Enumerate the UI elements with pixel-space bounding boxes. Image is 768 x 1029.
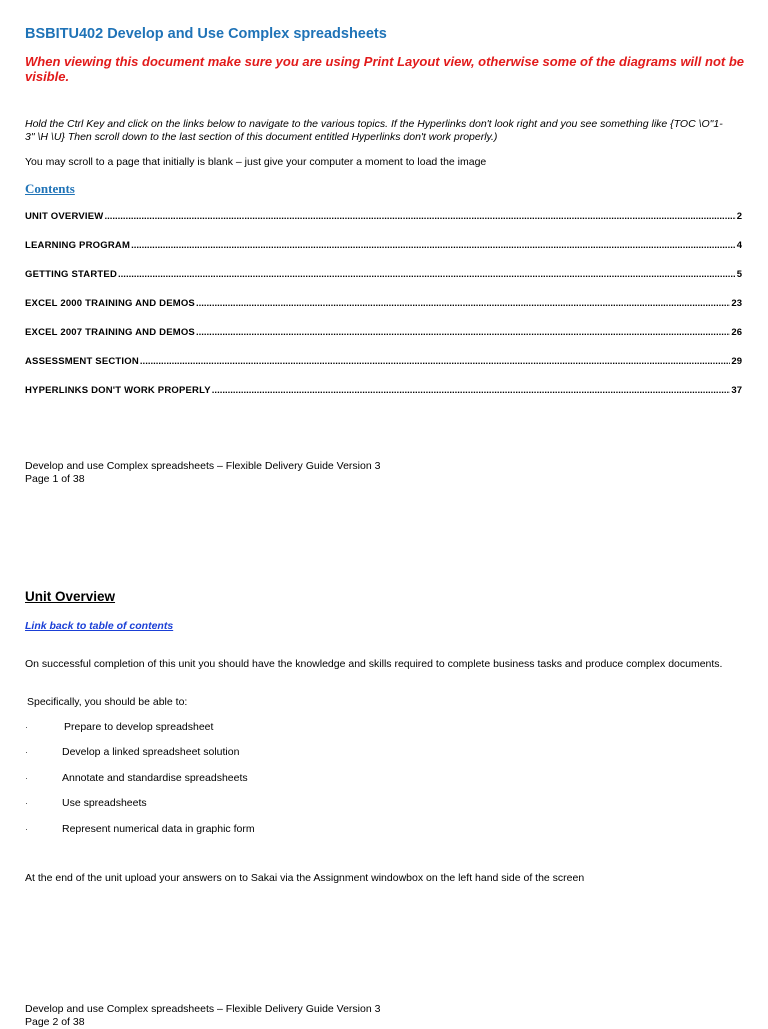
- toc-entry-page: 5: [736, 269, 742, 280]
- contents-heading-link[interactable]: Contents: [25, 181, 75, 196]
- scroll-note: You may scroll to a page that initially is blank – just give your computer a moment to load the image: [25, 156, 487, 168]
- bullet-icon: ·: [25, 747, 28, 757]
- toc-dot-leader: [196, 298, 730, 309]
- toc-entry-unit-overview[interactable]: [25, 211, 742, 225]
- outcome-text: Use spreadsheets: [62, 797, 147, 809]
- toc-entry-getting-started[interactable]: [25, 269, 742, 283]
- toc-entry-title: LEARNING PROGRAM: [25, 240, 131, 251]
- toc-entry-page: 29: [731, 356, 742, 367]
- upload-instruction-text: At the end of the unit upload your answers on to Sakai via the Assignment windowbox on the left hand side of the screen: [25, 872, 585, 884]
- toc-entry-title: UNIT OVERVIEW: [25, 211, 104, 222]
- toc-entry-hyperlinks[interactable]: [25, 385, 742, 399]
- toc-dot-leader: [196, 327, 730, 338]
- toc-entry-assessment[interactable]: [25, 356, 742, 370]
- print-layout-warning: When viewing this document make sure you are using Print Layout view, otherwise some of the diagrams will not be visible.: [25, 54, 744, 84]
- toc-dot-leader: [104, 211, 735, 222]
- document-title: BSBITU402 Develop and Use Complex spreadsheets: [25, 26, 387, 42]
- toc-entry-learning-program[interactable]: [25, 240, 742, 254]
- toc-entry-page: 23: [731, 298, 742, 309]
- bullet-icon: ·: [25, 824, 28, 834]
- specifically-text: Specifically, you should be able to:: [27, 696, 188, 708]
- hyperlink-instruction: Hold the Ctrl Key and click on the links below to navigate to the various topics. If the Hyperlinks don't look right and you see something like {TOC \O"1-3" \H \U} Then scroll down to the last section of this document entitled Hyperlinks don't work properly.): [25, 118, 723, 143]
- toc-entry-page: 26: [731, 327, 742, 338]
- toc-entry-title: EXCEL 2000 TRAINING AND DEMOS: [25, 298, 195, 309]
- page2-footer-guide: Develop and use Complex spreadsheets – Flexible Delivery Guide Version 3: [25, 1003, 381, 1015]
- toc-entry-title: HYPERLINKS DON'T WORK PROPERLY: [25, 385, 211, 396]
- outcome-text: Develop a linked spreadsheet solution: [62, 746, 240, 758]
- bullet-icon: ·: [25, 798, 28, 808]
- outcome-text: Prepare to develop spreadsheet: [64, 721, 214, 733]
- toc-entry-title: GETTING STARTED: [25, 269, 118, 280]
- unit-intro-text: On successful completion of this unit you should have the knowledge and skills required to complete business tasks and produce complex documents.: [25, 658, 723, 670]
- toc-dot-leader: [118, 269, 736, 280]
- toc-entry-excel-2007[interactable]: [25, 327, 742, 341]
- toc-dot-leader: [212, 385, 731, 396]
- unit-overview-heading: Unit Overview: [25, 589, 116, 604]
- toc-dot-leader: [140, 356, 731, 367]
- toc-entry-title: ASSESSMENT SECTION: [25, 356, 139, 367]
- page1-footer-page-number: Page 1 of 38: [25, 473, 85, 485]
- outcome-text: Annotate and standardise spreadsheets: [62, 772, 248, 784]
- toc-entry-page: 4: [736, 240, 742, 251]
- page1-footer-guide: Develop and use Complex spreadsheets – Flexible Delivery Guide Version 3: [25, 460, 381, 472]
- outcome-text: Represent numerical data in graphic form: [62, 823, 255, 835]
- toc-entry-title: EXCEL 2007 TRAINING AND DEMOS: [25, 327, 195, 338]
- toc-entry-page: 37: [731, 385, 742, 396]
- bullet-icon: ·: [25, 773, 28, 783]
- toc-entry-page: 2: [736, 211, 742, 222]
- back-to-contents-link[interactable]: Link back to table of contents: [25, 620, 174, 632]
- toc-dot-leader: [131, 240, 736, 251]
- page2-footer-page-number: Page 2 of 38: [25, 1016, 85, 1028]
- toc-entry-excel-2000[interactable]: [25, 298, 742, 312]
- bullet-icon: ·: [25, 722, 28, 732]
